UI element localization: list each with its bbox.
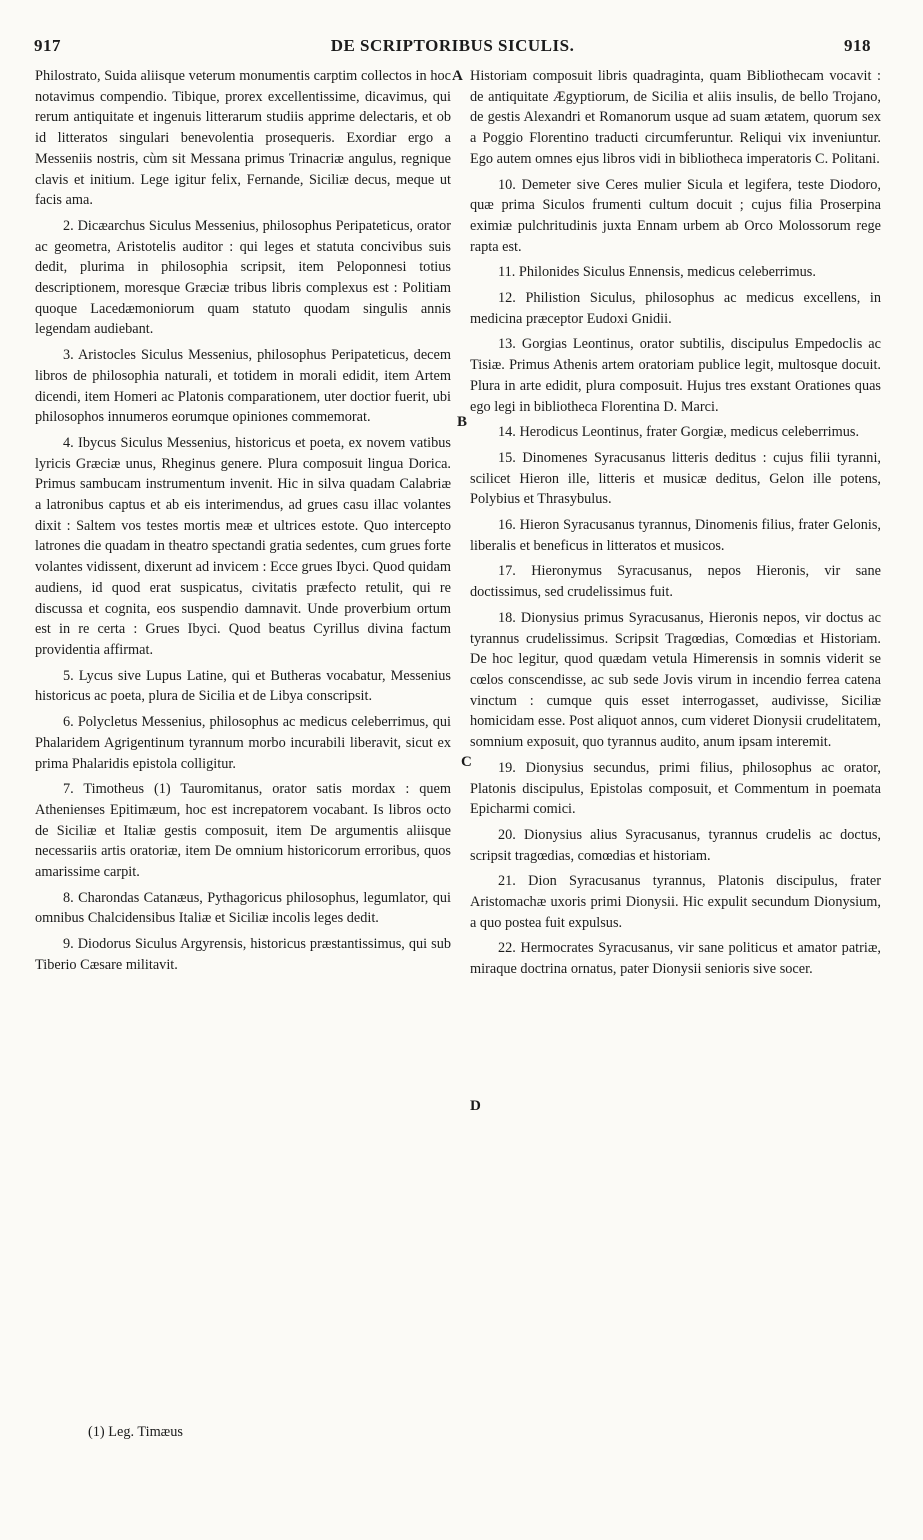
entry-polycletus: 6. Polycletus Messenius, philosophus ac medicus celeberrimus, qui Phalaridem Agrigentinum tyrannum morbo incurabili liberavit, sicut ex prima Phalaridis epistola colligitur. [35, 714, 451, 772]
entry-hieron: 16. Hieron Syracusanus tyrannus, Dinomenis filius, frater Gelonis, liberalis et beneficus in litteratos et musicos. [470, 517, 881, 554]
paragraph: Historiam composuit libris quadraginta, quam Bibliothecam vocavit : de antiquitate Ægyptiorum, de Sicilia et aliis insulis, de bello Trojano, de gestis Alexandri et Romanorum usque ad suam ætatem, quorum sex a Poggio Florentino traducti circumferuntur. Reliqui vix inveniuntur. Ego autem omnes ejus libros vidi in bibliotheca imperatoris C. Politani. [470, 68, 881, 167]
margin-letter-b: B [457, 414, 468, 430]
entry-philistion: 12. Philistion Siculus, philosophus ac medicus excellens, in medicina præceptor Eudoxi Gnidii. [470, 290, 881, 327]
entry-dion: 21. Dion Syracusanus tyrannus, Platonis discipulus, frater Aristomachæ uxoris primi Dionysii. Hic expulit secundum Dionysium, a quo postea fuit expulsus. [470, 873, 881, 931]
entry-hieronymus: 17. Hieronymus Syracusanus, nepos Hieronis, vir sane doctissimus, sed crudelissimus fuit. [470, 563, 881, 601]
entry-herodicus: 14. Herodicus Leontinus, frater Gorgiæ, medicus celeberrimus. [498, 424, 860, 441]
entry-demeter: 10. Demeter sive Ceres mulier Sicula et legifera, teste Diodoro, quæ prima Siculos frumenti cultum docuit ; cujus filia Proserpina eximiæ pulchritudinis juxta Ennam urbem ab Orco Molossorum rege rapta est. [470, 176, 881, 255]
entry-charondas: 8. Charondas Catanæus, Pythagoricus philosophus, legumlator, qui omnibus Chalcidensibus Italiæ et Siciliæ incolis leges dedit. [35, 889, 451, 927]
entry-gorgias: 13. Gorgias Leontinus, orator subtilis, discipulus Empedoclis ac Tisiæ. Primus Athenis artem oratoriam publice legit, multosque docuit. Plura in arte edidit, plura composuit. Hujus tres exstant Orationes quas ego legi in bibliotheca Florentina D. Marci. [470, 336, 881, 415]
paragraph: Philostrato, Suida aliisque veterum monumentis carptim collectos in hoc notavimus compendio. Tibique, prorex excellentissime, dicavimus, qui rerum antiquitate et ingenuis litterarum studiis apprime delectaris, et ob id litteratos singulari benevolentia prosequeris. Exordiar ergo a Messeniis nostris, cùm sit Messana primus Trinacriæ angulus, regnique clavis et initium. Lege igitur felix, Fernande, Siciliæ decus, meque ut facis ama. [35, 68, 451, 209]
entry-aristocles: 3. Aristocles Siculus Messenius, philosophus Peripateticus, decem libros de philosophia naturali, et totidem in morali edidit, item Artem dicendi, item Homeri ac Platonis comparationem, uter doctior fuerit, ubi philosophos innumeros eorumque opiniones commemorat. [35, 347, 451, 426]
entry-dicaearchus: 2. Dicæarchus Siculus Messenius, philosophus Peripateticus, orator ac geometra, Aristotelis auditor : qui leges et statuta concivibus suis dedit, plurima in philosophia scripsit, item Peloponnesi totius descriptionem, moresque Græciæ tribus libris complexus est : Politiam quoque Lacedæmoniorum quam statuto quodam singulis annis legendam audiebant. [35, 217, 451, 338]
entry-ibycus: 4. Ibycus Siculus Messenius, historicus et poeta, ex novem vatibus lyricis Græciæ unus, Rheginus genere. Plura composuit lingua Dorica. Primus sambucam instrumentum invenit. Hic in silva quadam Calabriæ a latronibus captus et ab eis interimendus, ad grues casu illac volantes dixit : Saltem vos testes mortis meæ et ultrices estote. Quo intercepto latrones die quadam in theatro spectandi gratia sedentes, cum grues forte volantes vidissent, dixerunt ad invicem : Ecce grues Ibyci. Quod quidam audiens, id quod erat suspicatus, civitatis præfecto retulit, qui re discussa et cognita, eos suspendio damnavit. Unde proverbium ortum est in re certa : Grues Ibyci. Quod beatus Cyrillus divina factum providentia affirmat. [35, 434, 451, 658]
entry-philonides: 11. Philonides Siculus Ennensis, medicus celeberrimus. [498, 264, 816, 281]
entry-diodorus: 9. Diodorus Siculus Argyrensis, historicus præstantissimus, qui sub Tiberio Cæsare militavit. [35, 936, 451, 973]
margin-letter-c: C [461, 754, 472, 770]
page-number-left: 917 [34, 36, 61, 55]
left-column [35, 66, 451, 981]
entry-dionysius-alius: 20. Dionysius alius Syracusanus, tyrannus crudelis ac doctus, scripsit tragœdias, comœdias et historiam. [470, 826, 881, 864]
margin-letter-a: A [452, 68, 463, 84]
footnote: (1) Leg. Timæus [88, 1424, 183, 1440]
page-number-right: 918 [844, 36, 871, 55]
running-header [34, 32, 871, 62]
margin-letter-d: D [470, 1098, 481, 1114]
entry-hermocrates: 22. Hermocrates Syracusanus, vir sane politicus et amator patriæ, miraque doctrina ornatus, pater Dionysii senioris sive socer. [470, 940, 881, 978]
entry-dionysius-primus: 18. Dionysius primus Syracusanus, Hieronis nepos, vir doctus ac tyrannus crudelissimus. Scripsit Tragœdias, Comœdias et Historiam. De hoc legitur, quod quædam vetula Himerensis in somnis viderit se cœlos conscendisse, ac sub sede Jovis virum in incendio ferrea catena vinctum : cumque quis esset interrogasset, audivisse, Siciliæ homicidam esse. Post aliquot annos, cum videret Dionysii crudelitatem, somnium exposuit, quo tyrannus audito, anum ipsam interemit. [470, 609, 881, 751]
entry-lycus: 5. Lycus sive Lupus Latine, qui et Butheras vocabatur, Messenius historicus ac poeta, plura de Sicilia et de Libya conscripsit. [35, 667, 451, 705]
running-title: DE SCRIPTORIBUS SICULIS. [330, 36, 575, 55]
entry-timotheus: 7. Timotheus (1) Tauromitanus, orator satis mordax : quem Athenienses Epitimæum, hoc est increpatorem vocabant. Is libros octo de Siciliæ et Italiæ gestis composuit, item De argumentis aliisque necessariis artis oratoriæ, item De omnium historicorum erroribus, quos amarissime carpit. [35, 781, 451, 881]
entry-dionysius-secundus: 19. Dionysius secundus, primi filius, philosophus ac orator, Platonis discipulus, Epistolas composuit, et Commentum in poemata Epicharmi comici. [470, 759, 881, 818]
right-column [470, 66, 881, 985]
entry-dinomenes: 15. Dinomenes Syracusanus litteris deditus : cujus filii tyranni, scilicet Hieron ille, litteris et musicæ deditus, Gelon ille potens, Polybius et Thrasybulus. [470, 449, 881, 508]
